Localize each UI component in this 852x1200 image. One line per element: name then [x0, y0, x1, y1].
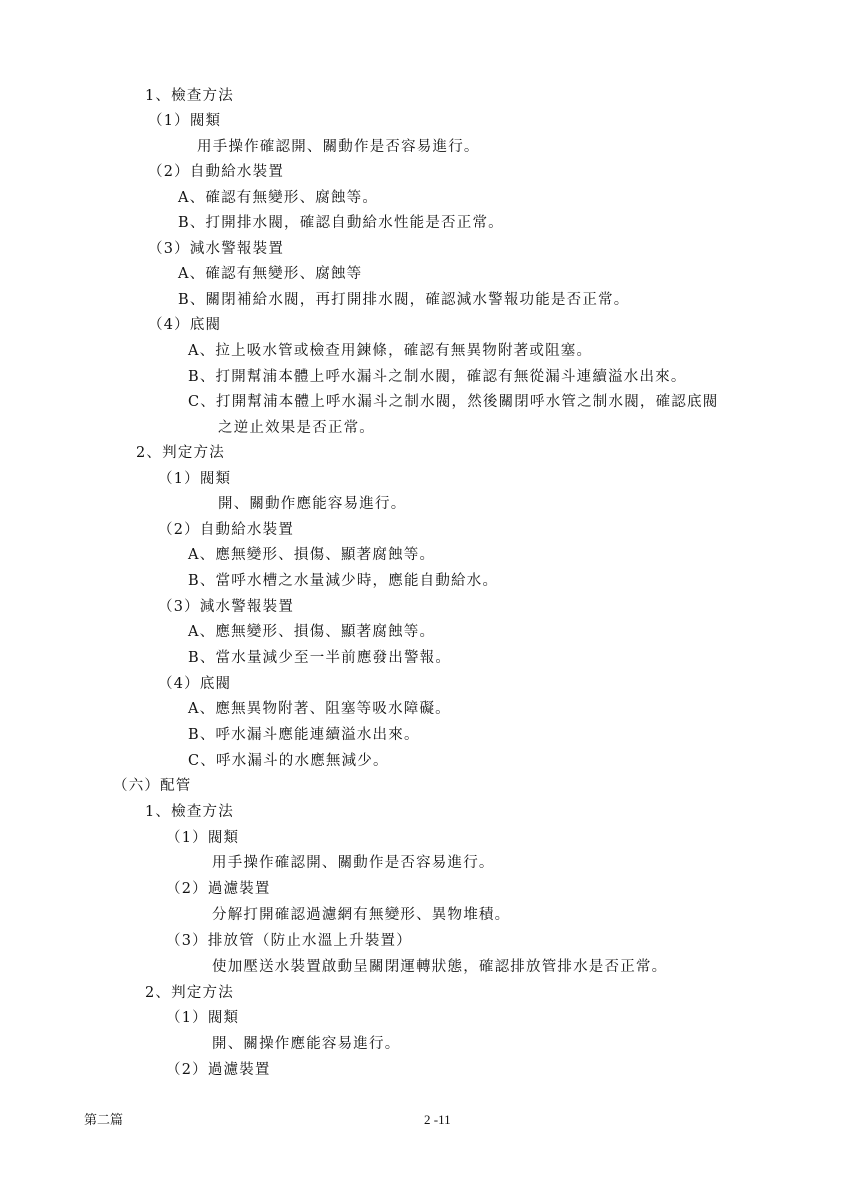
list-item: A、確認有無變形、腐蝕等: [178, 266, 363, 282]
list-item-continuation: 之逆止效果是否正常。: [218, 420, 375, 436]
list-item: A、拉上吸水管或檢查用鍊條，確認有無異物附著或阻塞。: [188, 343, 593, 359]
list-item: B、關閉補給水閥，再打開排水閥，確認減水警報功能是否正常。: [178, 292, 630, 308]
list-item: A、應無變形、損傷、顯著腐蝕等。: [188, 624, 436, 640]
subheading-low-water-alarm: （3）減水警報裝置: [148, 241, 285, 257]
body-text: 開、關操作應能容易進行。: [212, 1036, 401, 1052]
subheading-valves: （1）閥類: [148, 113, 222, 129]
heading-judgment-method: 2、判定方法: [145, 985, 234, 1001]
list-item: B、當呼水槽之水量減少時，應能自動給水。: [188, 573, 499, 589]
section-heading-piping: （六）配管: [113, 778, 192, 794]
body-text: 分解打開確認過濾網有無變形、異物堆積。: [212, 907, 511, 923]
heading-inspection-method: 1、檢查方法: [145, 88, 234, 104]
list-item: C、打開幫浦本體上呼水漏斗之制水閥，然後關閉呼水管之制水閥，確認底閥: [188, 394, 719, 410]
list-item: B、打開幫浦本體上呼水漏斗之制水閥，確認有無從漏斗連續溢水出來。: [188, 369, 687, 385]
subheading-foot-valve: （4）底閥: [148, 317, 222, 333]
subheading-filter-device: （2）過濾裝置: [166, 1062, 271, 1078]
body-text: 使加壓送水裝置啟動呈關閉運轉狀態，確認排放管排水是否正常。: [212, 959, 668, 975]
list-item: A、應無異物附著、阻塞等吸水障礙。: [188, 701, 451, 717]
subheading-foot-valve: （4）底閥: [158, 676, 232, 692]
subheading-auto-water-supply: （2）自動給水裝置: [148, 164, 285, 180]
heading-judgment-method: 2、判定方法: [136, 445, 225, 461]
subheading-auto-water-supply: （2）自動給水裝置: [158, 522, 295, 538]
heading-inspection-method: 1、檢查方法: [145, 804, 234, 820]
list-item: C、呼水漏斗的水應無減少。: [188, 753, 389, 769]
list-item: B、當水量減少至一半前應發出警報。: [188, 650, 452, 666]
subheading-valves: （1）閥類: [158, 471, 232, 487]
subheading-valves: （1）閥類: [166, 1010, 240, 1026]
subheading-low-water-alarm: （3）減水警報裝置: [158, 599, 295, 615]
subheading-valves: （1）閥類: [166, 830, 240, 846]
list-item: A、應無變形、損傷、顯著腐蝕等。: [188, 547, 436, 563]
subheading-discharge-pipe: （3）排放管（防止水溫上升裝置）: [166, 933, 412, 949]
subheading-filter-device: （2）過濾裝置: [166, 881, 271, 897]
list-item: B、呼水漏斗應能連續溢水出來。: [188, 727, 420, 743]
list-item: A、確認有無變形、腐蝕等。: [178, 190, 379, 206]
list-item: B、打開排水閥，確認自動給水性能是否正常。: [178, 215, 504, 231]
body-text: 用手操作確認開、關動作是否容易進行。: [212, 855, 495, 871]
footer-chapter: 第二篇: [84, 1112, 124, 1127]
body-text: 開、關動作應能容易進行。: [218, 496, 407, 512]
body-text: 用手操作確認開、關動作是否容易進行。: [197, 139, 480, 155]
footer-page-number: 2 -11: [424, 1112, 451, 1127]
